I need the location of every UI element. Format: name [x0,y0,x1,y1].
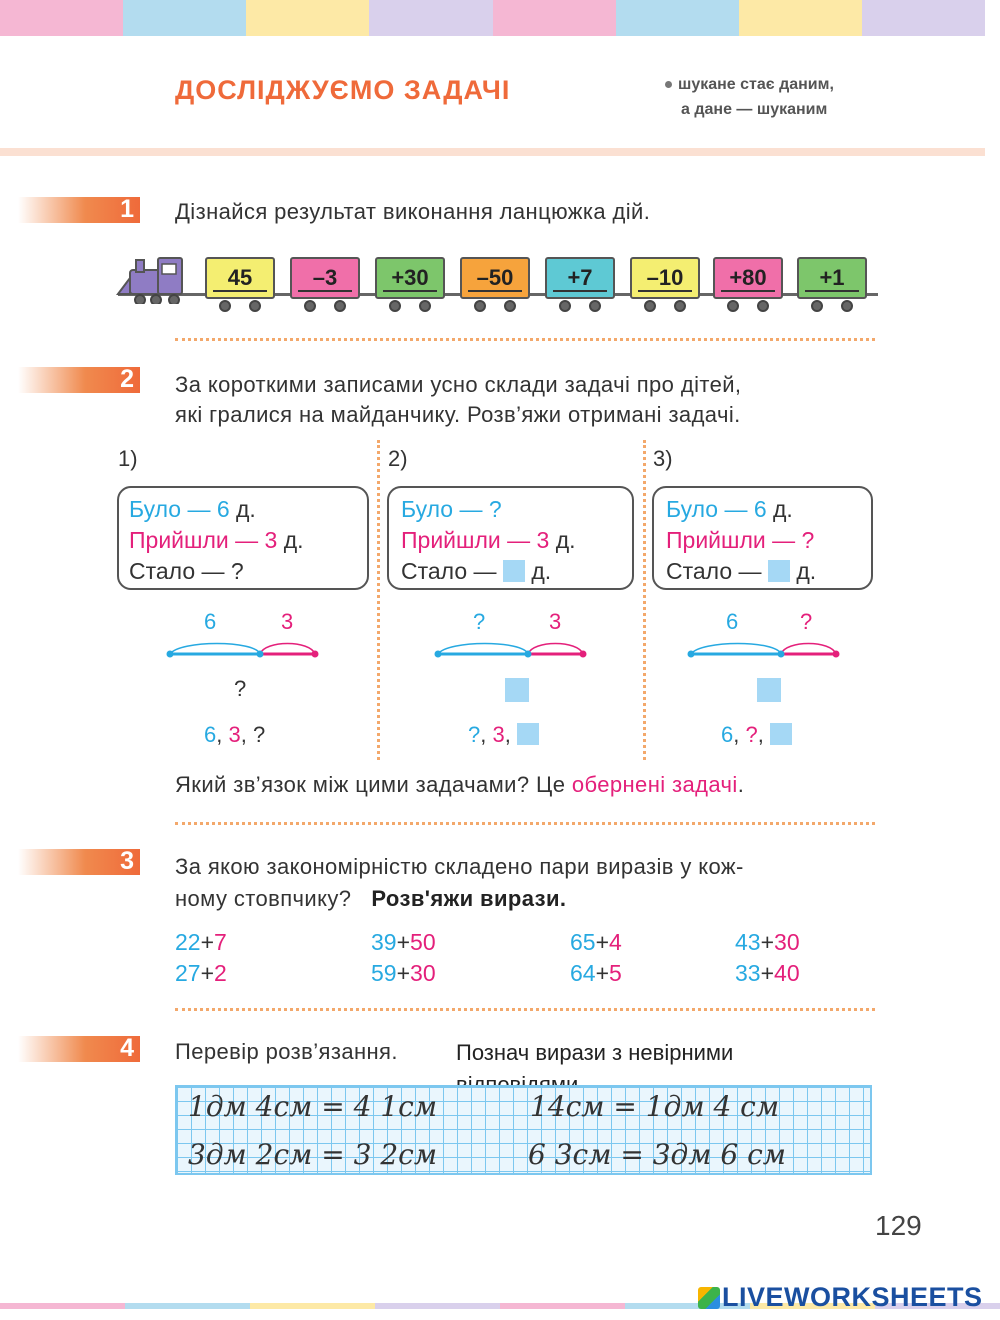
answer-underline [553,290,607,292]
operand-b: 30 [774,929,800,955]
segment-right-value: 3 [549,609,562,634]
answer-underline [638,290,692,292]
wheel-icon [589,300,601,312]
task-2-text-line-1: За короткими записами усно склади задачі про дітей, [175,372,742,397]
operand-b: 4 [609,929,622,955]
segment-left-value: 6 [726,609,739,634]
task-3-text [175,851,744,915]
task-2-text [175,370,741,430]
wheel-icon [389,300,401,312]
title-divider [0,148,985,156]
wheel-icon [334,300,346,312]
answer-underline [721,290,775,292]
wheel-icon [757,300,769,312]
train-car[interactable] [713,257,783,299]
operand-b: 2 [214,960,227,986]
wheel-icon [474,300,486,312]
answer-underline [213,290,267,292]
top-color-strip [0,0,985,36]
task-3-text-line-2: ному стовпчику? [175,886,352,911]
answer-box[interactable] [768,560,790,582]
triple-a: 6 [721,722,734,747]
segment-left-value: ? [473,609,486,634]
task-1-number: 1 [120,195,134,223]
brand-logo[interactable] [698,1282,983,1313]
bulo-text: Було — 6 [666,496,767,522]
unit-text: д. [524,558,552,584]
train-car-label: –50 [476,265,514,290]
operand-a: 33 [735,960,761,986]
task-4-text: Перевір розв’язання. [175,1039,398,1064]
column-3-label: 3) [653,446,673,471]
plus-sign: + [200,929,215,955]
answer-box[interactable] [757,678,781,702]
operand-a: 59 [371,960,397,986]
operand-a: 22 [175,929,201,955]
handwritten-expression[interactable]: 6 3см = 3дм 6 см [528,1138,786,1171]
wheel-icon [811,300,823,312]
handwritten-expression[interactable]: 1дм 4см = 4 1см [188,1090,438,1123]
note-line-2: а дане — шуканим [681,101,828,118]
brand-name: LIVEWORKSHEETS [722,1282,983,1312]
pryishly-text: Прийшли — 3 [129,527,278,553]
task-4-extra-line-1: Познач вирази з невірними [456,1040,734,1065]
task-3-number: 3 [120,847,134,875]
strip-segment [0,0,123,36]
locomotive-icon [116,256,196,304]
strip-segment [862,0,985,36]
plus-sign: + [595,929,610,955]
number-triple-1: 6, 3, ? [204,722,266,747]
stalo-text: Стало — [666,558,768,584]
task-1-marker [18,197,140,223]
operand-b: 50 [410,929,436,955]
plus-sign: + [760,929,775,955]
train-car[interactable] [205,257,275,299]
segment-diagram-1 [165,636,320,668]
task-3-text-line-1: За якою закономірністю складено пари виразів у кож- [175,854,744,879]
short-record-3 [652,486,873,590]
triple-a: 6 [204,722,217,747]
task-2-text-line-2: які гралися на майданчику. Розв’яжи отримані задачі. [175,402,741,427]
operand-a: 39 [371,929,397,955]
unit-text: д. [549,527,576,553]
note-line-1: шукане стає даним, [678,76,834,93]
answer-highlight: обернені задачі [571,772,738,797]
page-number: 129 [875,1210,922,1241]
section-divider [175,1008,875,1011]
wheel-icon [219,300,231,312]
train-car[interactable] [290,257,360,299]
task-4-marker [18,1036,140,1062]
expression-column-4 [735,927,800,989]
segment-total-value: ? [234,676,247,701]
pryishly-text: Прийшли — ? [666,527,815,553]
segment-right-value: 3 [281,609,294,634]
operand-a: 27 [175,960,201,986]
wheel-icon [304,300,316,312]
wheel-icon [419,300,431,312]
column-2-label: 2) [388,446,408,471]
task-2-marker [18,367,140,393]
unit-text: д. [229,496,256,522]
plus-sign: + [595,960,610,986]
answer-box[interactable] [503,560,525,582]
bulo-text: Було — ? [401,496,502,522]
train-car-label: +80 [729,265,767,290]
liveworksheets-icon [698,1287,720,1309]
train-car[interactable] [460,257,530,299]
segment-diagram-2 [433,636,588,668]
train-car[interactable] [545,257,615,299]
expression[interactable] [570,927,622,958]
section-divider [175,338,875,341]
section-divider [175,822,875,825]
answer-underline [383,290,437,292]
expression-column-1 [175,927,227,989]
wheel-icon [249,300,261,312]
operand-a: 43 [735,929,761,955]
bullet-icon [665,81,672,88]
answer-box[interactable] [517,723,539,745]
operand-a: 65 [570,929,596,955]
topic-note [665,72,834,122]
operand-b: 7 [214,929,227,955]
train-car-label: +7 [567,265,593,290]
segment-left-value: 6 [204,609,217,634]
answer-box[interactable] [505,678,529,702]
answer-box[interactable] [770,723,792,745]
column-divider [377,440,380,760]
column-1-label: 1) [118,446,138,471]
operand-b: 30 [410,960,436,986]
task-2-question [175,772,744,798]
triple-b: 3 [492,722,505,747]
strip-segment [369,0,492,36]
answer-underline [468,290,522,292]
answer-underline [805,290,859,292]
train-car-label: 45 [227,265,253,290]
wheel-icon [559,300,571,312]
expression[interactable] [371,958,436,989]
number-triple-2: ?, 3, [468,722,539,748]
plus-sign: + [200,960,215,986]
unit-text: д. [766,496,793,522]
column-divider [643,440,646,760]
plus-sign: + [760,960,775,986]
expression-column-2 [371,927,436,989]
strip-segment [493,0,616,36]
strip-segment [616,0,739,36]
triple-c: ? [252,722,266,747]
expression[interactable] [570,958,622,989]
handwritten-expression[interactable]: 14см = 1дм 4 см [530,1090,780,1123]
plus-sign: + [396,929,411,955]
expression[interactable] [175,958,227,989]
task-3-extra-instruction: Розв'яжи вирази. [371,886,567,911]
triple-b: ? [745,722,758,747]
segment-diagram-3 [686,636,841,668]
train-car-label: –10 [646,265,684,290]
wheel-icon [674,300,686,312]
train-car-label: +30 [391,265,429,290]
wheel-icon [841,300,853,312]
wheel-icon [644,300,656,312]
answer-underline [298,290,352,292]
pryishly-text: Прийшли — 3 [401,527,550,553]
question-period: . [737,772,745,797]
operand-b: 40 [774,960,800,986]
number-triple-3: 6, ?, [721,722,792,748]
page-title: ДОСЛІДЖУЄМО ЗАДАЧІ [175,75,511,105]
strip-segment [123,0,246,36]
bulo-text: Було — 6 [129,496,230,522]
unit-text: д. [789,558,817,584]
expression[interactable] [735,927,800,958]
train-car-label: +1 [819,265,845,290]
stalo-text: Стало — [401,558,503,584]
train-car[interactable] [375,257,445,299]
expression[interactable] [175,927,227,958]
task-4-number: 4 [120,1034,134,1062]
task-3-marker [18,849,140,875]
train-car[interactable] [797,257,867,299]
train-car-label: –3 [312,265,338,290]
operand-b: 5 [609,960,622,986]
operand-a: 64 [570,960,596,986]
expression-column-3 [570,927,622,989]
plus-sign: + [396,960,411,986]
wheel-icon [727,300,739,312]
triple-b: 3 [228,722,241,747]
unit-text: д. [277,527,304,553]
stalo-text: Стало — ? [129,558,244,584]
train-car[interactable] [630,257,700,299]
triple-a: ? [468,722,481,747]
short-record-1 [117,486,369,590]
task-1-text: Дізнайся результат виконання ланцюжка дій. [175,199,651,224]
handwritten-expression[interactable]: 3дм 2см = 3 2см [188,1138,438,1171]
segment-right-value: ? [800,609,813,634]
task-2-number: 2 [120,365,134,393]
expression[interactable] [371,927,436,958]
short-record-2 [387,486,634,590]
wheel-icon [504,300,516,312]
strip-segment [739,0,862,36]
strip-segment [246,0,369,36]
question-text: Який зв’язок між цими задачами? Це [175,772,572,797]
expression[interactable] [735,958,800,989]
